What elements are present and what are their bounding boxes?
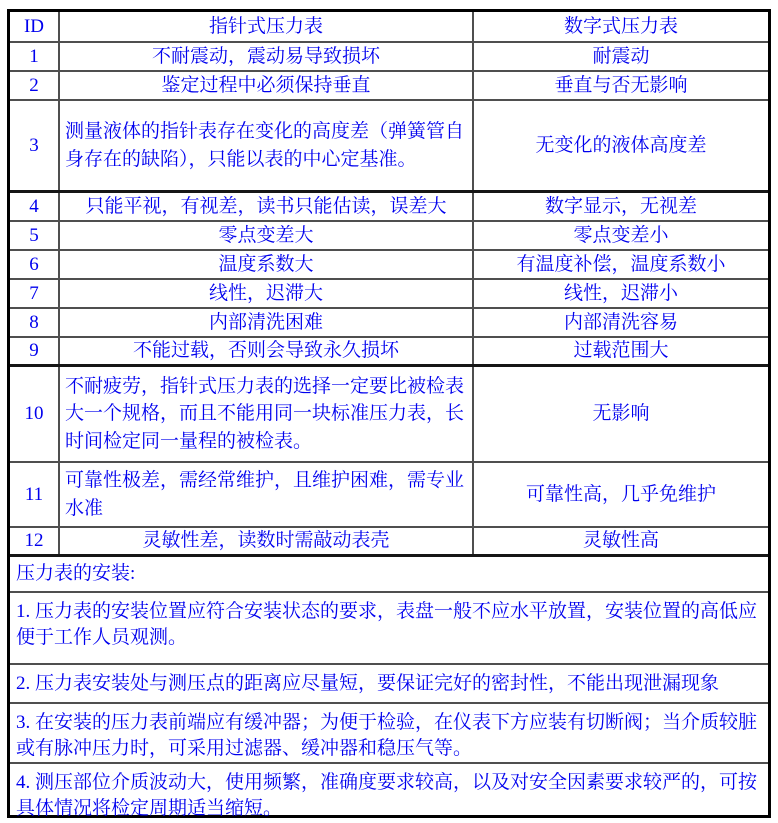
row-id: 7 [10,280,60,307]
pointer-gauge-cell: 测量液体的指针表存在变化的高度差（弹簧管自身存在的缺陷），只能以表的中心定基准。 [60,101,474,190]
digital-gauge-cell: 线性，迟滞小 [563,282,678,304]
pointer-gauge-cell: 可靠性极差，需经常维护，且维护困难，需专业水准 [60,463,474,526]
table-row [10,528,768,557]
row-id: 2 [10,72,60,99]
digital-gauge-cell: 无影响 [592,403,650,425]
digital-gauge-cell: 耐震动 [592,45,650,67]
pointer-gauge-cell: 零点变差大 [60,222,474,249]
pointer-gauge-cell: 内部清洗困难 [60,309,474,336]
row-id: 12 [10,528,60,554]
install-section-title-row [10,557,768,593]
install-section-title: 压力表的安装: [16,563,136,585]
pointer-gauge-cell: 灵敏性差，读数时需敲动表壳 [60,528,474,554]
row-id: 5 [10,222,60,249]
install-item-row [10,764,768,821]
install-item-1: 1. 压力表的安装位置应符合安装状态的要求，表盘一般不应水平放置，安装位置的高低应便于工作人员观测。 [16,601,758,648]
table-row [10,222,768,251]
row-id: 9 [10,338,60,364]
pointer-gauge-cell: 只能平视，有视差，读书只能估读，误差大 [60,193,474,220]
row-id: 1 [10,43,60,70]
table-row [10,101,768,193]
pointer-gauge-cell: 线性，迟滞大 [60,280,474,307]
table-row [10,309,768,338]
pointer-gauge-cell: 鉴定过程中必须保持垂直 [60,72,474,99]
header-digital-gauge: 数字式压力表 [563,15,678,37]
digital-gauge-cell: 内部清洗容易 [563,311,678,333]
digital-gauge-cell: 灵敏性高 [582,530,659,552]
install-item-row [10,593,768,665]
table-row [10,367,768,463]
row-id: 3 [10,101,60,190]
row-id: 11 [10,463,60,526]
table-row [10,338,768,367]
digital-gauge-cell: 有温度补偿，温度系数小 [516,253,726,275]
pointer-gauge-cell: 不能过载，否则会导致永久损坏 [60,338,474,364]
install-item-row [10,665,768,704]
install-item-row [10,704,768,764]
pointer-gauge-cell: 温度系数大 [60,251,474,278]
digital-gauge-cell: 可靠性高，几乎免维护 [525,483,716,505]
pressure-gauge-comparison-table [7,9,771,818]
table-header-row [10,12,768,43]
table-row [10,251,768,280]
table-row [10,280,768,309]
table-row [10,193,768,222]
row-id: 8 [10,309,60,336]
row-id: 4 [10,193,60,220]
table-row [10,72,768,101]
digital-gauge-cell: 过载范围大 [573,340,669,362]
row-id: 6 [10,251,60,278]
table-row [10,43,768,72]
header-id: ID [10,12,60,41]
install-item-3: 3. 在安装的压力表前端应有缓冲器；为便于检验，在仪表下方应装有切断阀；当介质较脏或有脉冲压力时，可采用过滤器、缓冲器和稳压气等。 [16,712,758,759]
install-item-4: 4. 测压部位介质波动大，使用频繁，准确度要求较高，以及对安全因素要求较严的，可按具体情况将检定周期适当缩短。 [16,772,758,819]
header-pointer-gauge: 指针式压力表 [60,12,474,41]
digital-gauge-cell: 无变化的液体高度差 [535,134,707,156]
install-item-2: 2. 压力表安装处与测压点的距离应尽量短，要保证完好的密封性，不能出现泄漏现象 [16,672,720,694]
pointer-gauge-cell: 不耐疲劳，指针式压力表的选择一定要比被检表大一个规格，而且不能用同一块标准压力表，长时间检定同一量程的被检表。 [60,367,474,461]
pointer-gauge-cell: 不耐震动，震动易导致损坏 [60,43,474,70]
table-row [10,463,768,528]
row-id: 10 [10,367,60,461]
digital-gauge-cell: 零点变差小 [573,224,669,246]
digital-gauge-cell: 数字显示，无视差 [544,195,697,217]
digital-gauge-cell: 垂直与否无影响 [554,74,688,96]
